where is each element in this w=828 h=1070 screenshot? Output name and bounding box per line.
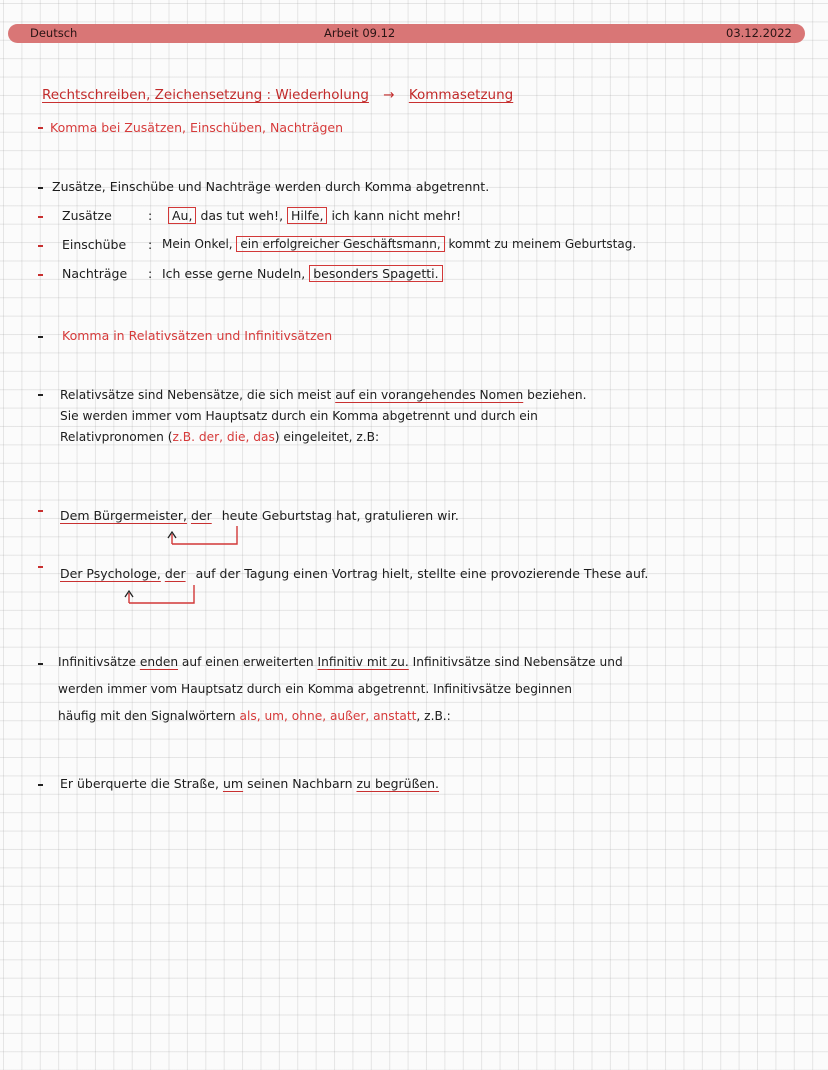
bullet-dash <box>38 187 43 189</box>
infinitiv-l3b: , z.B.: <box>416 709 451 723</box>
bullet-dash <box>38 274 43 276</box>
infinitiv-l1a: Infinitivsätze <box>58 655 136 669</box>
colon: : <box>148 208 153 223</box>
relativ-line-2: Sie werden immer vom Hauptsatz durch ein Komma abgetrennt und durch ein <box>60 409 538 423</box>
infinitiv-l3a: häufig mit den Signalwörtern <box>58 709 236 723</box>
bullet-dash <box>38 510 43 512</box>
reference-arrow-icon <box>165 524 245 548</box>
infinitiv-l1-ul2: Infinitiv mit zu. <box>317 655 409 669</box>
header-title: Arbeit 09.12 <box>324 26 396 40</box>
example3-ul1: um <box>222 776 244 791</box>
relativ-paragraph <box>60 385 586 448</box>
header-subject: Deutsch <box>30 26 78 40</box>
bullet-dash <box>38 336 43 338</box>
example2-ul1: Der Psychologe, <box>60 566 161 581</box>
relativ-line-1 <box>60 385 586 406</box>
example2-rest: auf der Tagung einen Vortrag hielt, stellte eine provozierende These auf. <box>195 566 649 581</box>
bullet-dash <box>38 216 43 218</box>
infinitiv-line-2: werden immer vom Hauptsatz durch ein Komma abgetrennt. Infinitivsätze beginnen <box>58 682 572 696</box>
zusaetze-text2: ich kann nicht mehr! <box>331 208 462 223</box>
arrow-right-icon: → <box>383 87 395 103</box>
example-buergermeister <box>60 508 459 523</box>
label-nachtraege: Nachträge <box>62 266 128 281</box>
relativ-l3a: Relativpronomen ( <box>60 430 173 444</box>
relativ-line-3 <box>60 427 586 448</box>
example1-rest: heute Geburtstag hat, gratulieren wir. <box>221 508 459 523</box>
section-title <box>42 87 513 103</box>
bullet-dash <box>38 784 43 786</box>
intro-text: Zusätze, Einschübe und Nachträge werden durch Komma abgetrennt. <box>52 179 490 194</box>
example3-a: Er überquerte die Straße, <box>60 776 219 791</box>
infinitiv-l1c: Infinitivsätze sind Nebensätze und <box>412 655 623 669</box>
bullet-dash <box>38 394 43 396</box>
example2-ul2: der <box>164 566 186 581</box>
relativ-l1-underlined: auf ein vorangehendes Nomen <box>335 388 524 402</box>
section-title-part1: Rechtschreiben, Zeichensetzung : Wiederholung <box>42 87 369 103</box>
zusaetze-example <box>168 208 461 223</box>
relativ-l3-red: z.B. der, die, das <box>172 430 275 444</box>
header-date: 03.12.2022 <box>726 26 792 40</box>
einschuebe-text2: kommt zu meinem Geburtstag. <box>448 237 637 251</box>
highlight-box-einschub: ein erfolgreicher Geschäftsmann, <box>236 236 444 252</box>
section-title-part2: Kommasetzung <box>408 87 514 103</box>
bullet-dash <box>38 663 43 665</box>
example-psychologe <box>60 566 648 581</box>
highlight-box-nachtrag: besonders Spagetti. <box>309 265 442 282</box>
example1-ul2: der <box>190 508 212 523</box>
label-einschuebe: Einschübe <box>62 237 127 252</box>
example3-ul2: zu begrüßen. <box>356 776 440 791</box>
infinitiv-l3-red: als, um, ohne, außer, anstatt <box>239 709 417 723</box>
infinitiv-paragraph <box>58 649 623 730</box>
infinitiv-l1b: auf einen erweiterten <box>181 655 314 669</box>
infinitiv-line-1 <box>58 649 623 676</box>
highlight-box-hilfe: Hilfe, <box>287 207 327 224</box>
bullet-dash <box>38 566 43 568</box>
bullet-dash <box>38 127 43 129</box>
infinitiv-l1-ul1: enden <box>139 655 179 669</box>
example3-b: seinen Nachbarn <box>247 776 353 791</box>
example1-ul1: Dem Bürgermeister, <box>60 508 187 523</box>
colon: : <box>148 266 153 281</box>
infinitiv-line-3 <box>58 703 623 730</box>
bullet-dash <box>38 245 43 247</box>
einschuebe-example <box>162 237 636 251</box>
relativ-l1b: beziehen. <box>527 388 587 402</box>
subtitle-komma-zusaetze: Komma bei Zusätzen, Einschüben, Nachträgen <box>50 120 344 135</box>
subtitle-relativ-infinitiv: Komma in Relativsätzen und Infinitivsätzen <box>62 328 333 343</box>
header-bar <box>8 24 805 43</box>
nachtraege-example <box>162 266 443 281</box>
reference-arrow-icon <box>122 583 202 607</box>
colon: : <box>148 237 153 252</box>
nachtraege-text1: Ich esse gerne Nudeln, <box>162 266 306 281</box>
example-strasse <box>60 776 439 791</box>
relativ-l1a: Relativsätze sind Nebensätze, die sich meist <box>60 388 332 402</box>
highlight-box-au: Au, <box>168 207 196 224</box>
relativ-l3b: ) eingeleitet, z.B: <box>274 430 380 444</box>
label-zusaetze: Zusätze <box>62 208 112 223</box>
einschuebe-text1: Mein Onkel, <box>162 237 233 251</box>
zusaetze-text1: das tut weh!, <box>200 208 284 223</box>
